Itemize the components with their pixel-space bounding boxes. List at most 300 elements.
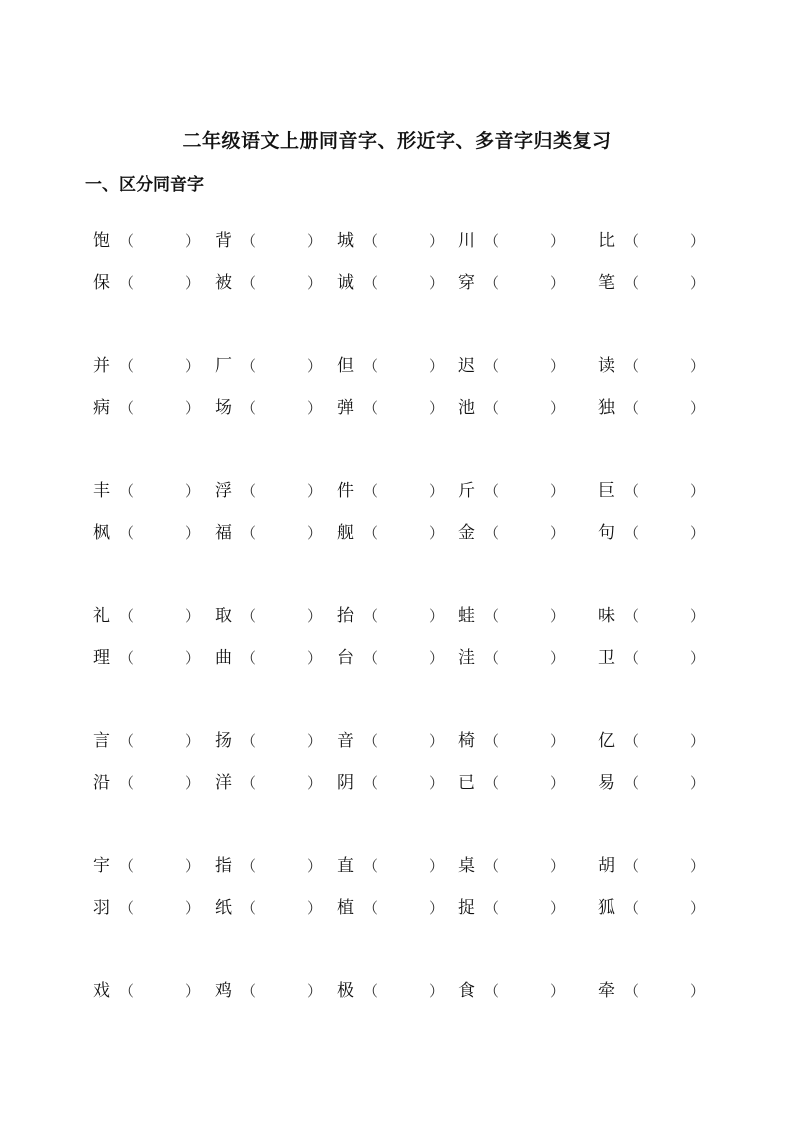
answer-blank[interactable] [129,525,185,541]
answer-blank[interactable] [251,483,307,499]
close-paren: ） [690,732,706,750]
close-paren: ） [307,732,323,750]
exercise-row [0,522,794,544]
close-paren: ） [307,774,323,792]
char-item [215,647,337,669]
char-label: 曲 [215,648,232,668]
char-label: 阴 [337,773,354,793]
char-item [598,480,720,502]
close-paren: ） [550,399,566,417]
char-item [598,772,720,794]
char-label: 诚 [337,273,354,293]
close-paren: ） [307,357,323,375]
open-paren: （ [241,899,257,917]
char-item [598,355,720,377]
answer-blank[interactable] [634,525,690,541]
answer-blank[interactable] [634,358,690,374]
open-paren: （ [624,607,640,625]
answer-blank[interactable] [251,525,307,541]
char-item [458,855,580,877]
char-label: 枫 [93,523,110,543]
open-paren: （ [624,982,640,1000]
close-paren: ） [429,732,445,750]
char-label: 理 [93,648,110,668]
answer-blank[interactable] [373,900,429,916]
answer-blank[interactable] [129,400,185,416]
char-item [458,605,580,627]
close-paren: ） [429,899,445,917]
answer-blank[interactable] [129,983,185,999]
char-label: 福 [215,523,232,543]
open-paren: （ [119,482,135,500]
close-paren: ） [690,482,706,500]
open-paren: （ [484,982,500,1000]
char-label: 句 [598,523,615,543]
char-item [337,355,459,377]
answer-blank[interactable] [494,650,550,666]
answer-blank[interactable] [634,233,690,249]
close-paren: ） [185,524,201,542]
char-item [458,480,580,502]
open-paren: （ [363,899,379,917]
answer-blank[interactable] [129,275,185,291]
char-item [598,397,720,419]
char-label: 直 [337,856,354,876]
answer-blank[interactable] [373,608,429,624]
char-item [93,855,215,877]
answer-blank[interactable] [251,608,307,624]
char-label: 狐 [598,898,615,918]
open-paren: （ [241,482,257,500]
answer-blank[interactable] [373,358,429,374]
close-paren: ） [185,899,201,917]
open-paren: （ [363,982,379,1000]
char-label: 台 [337,648,354,668]
exercise-row [0,355,794,377]
char-item [458,897,580,919]
open-paren: （ [241,357,257,375]
char-label: 味 [598,606,615,626]
char-label: 丰 [93,481,110,501]
exercise-row [0,980,794,1002]
answer-blank[interactable] [129,650,185,666]
char-label: 但 [337,356,354,376]
open-paren: （ [624,774,640,792]
char-label: 弹 [337,398,354,418]
open-paren: （ [363,232,379,250]
char-label: 城 [337,231,354,251]
answer-blank[interactable] [373,733,429,749]
answer-blank[interactable] [634,483,690,499]
open-paren: （ [624,274,640,292]
close-paren: ） [550,732,566,750]
char-item [93,397,215,419]
exercise-row [0,480,794,502]
char-label: 浮 [215,481,232,501]
answer-blank[interactable] [373,650,429,666]
close-paren: ） [550,982,566,1000]
close-paren: ） [690,607,706,625]
answer-blank[interactable] [129,775,185,791]
char-label: 食 [458,981,475,1001]
open-paren: （ [241,732,257,750]
close-paren: ） [185,857,201,875]
close-paren: ） [429,982,445,1000]
close-paren: ） [690,649,706,667]
close-paren: ） [690,524,706,542]
char-label: 穿 [458,273,475,293]
answer-blank[interactable] [373,400,429,416]
open-paren: （ [119,399,135,417]
open-paren: （ [624,482,640,500]
close-paren: ） [307,982,323,1000]
exercise-row [0,772,794,794]
close-paren: ） [690,274,706,292]
answer-blank[interactable] [251,650,307,666]
open-paren: （ [484,899,500,917]
char-label: 金 [458,523,475,543]
char-label: 卫 [598,648,615,668]
char-item [215,730,337,752]
close-paren: ） [307,857,323,875]
char-item [215,522,337,544]
char-item [598,897,720,919]
open-paren: （ [484,232,500,250]
answer-blank[interactable] [494,400,550,416]
char-label: 蛙 [458,606,475,626]
close-paren: ） [185,274,201,292]
char-label: 背 [215,231,232,251]
close-paren: ） [690,774,706,792]
close-paren: ） [690,982,706,1000]
open-paren: （ [363,399,379,417]
answer-blank[interactable] [494,608,550,624]
char-label: 已 [458,773,475,793]
close-paren: ） [550,524,566,542]
char-label: 抬 [337,606,354,626]
char-item [93,355,215,377]
char-item [337,647,459,669]
answer-blank[interactable] [634,775,690,791]
char-item [337,272,459,294]
open-paren: （ [624,857,640,875]
close-paren: ） [307,232,323,250]
answer-blank[interactable] [129,233,185,249]
open-paren: （ [119,732,135,750]
open-paren: （ [624,399,640,417]
exercise-row [0,397,794,419]
close-paren: ） [185,649,201,667]
char-label: 洼 [458,648,475,668]
answer-blank[interactable] [634,400,690,416]
open-paren: （ [363,524,379,542]
close-paren: ） [550,482,566,500]
answer-blank[interactable] [251,733,307,749]
exercise-row [0,272,794,294]
char-label: 舰 [337,523,354,543]
close-paren: ） [690,857,706,875]
open-paren: （ [484,649,500,667]
char-label: 迟 [458,356,475,376]
open-paren: （ [484,857,500,875]
answer-blank[interactable] [251,275,307,291]
char-label: 桌 [458,856,475,876]
char-item [337,772,459,794]
open-paren: （ [119,357,135,375]
open-paren: （ [119,274,135,292]
char-item [458,230,580,252]
char-item [215,480,337,502]
open-paren: （ [484,274,500,292]
char-item [337,522,459,544]
char-label: 言 [93,731,110,751]
char-item [337,605,459,627]
char-label: 并 [93,356,110,376]
answer-blank[interactable] [494,900,550,916]
char-item [458,730,580,752]
close-paren: ） [307,524,323,542]
close-paren: ） [550,774,566,792]
char-label: 音 [337,731,354,751]
char-label: 牵 [598,981,615,1001]
close-paren: ） [429,649,445,667]
close-paren: ） [550,899,566,917]
answer-blank[interactable] [634,900,690,916]
close-paren: ） [429,607,445,625]
answer-blank[interactable] [494,525,550,541]
close-paren: ） [429,232,445,250]
char-label: 胡 [598,856,615,876]
char-item [93,522,215,544]
open-paren: （ [363,649,379,667]
answer-blank[interactable] [634,858,690,874]
char-item [215,355,337,377]
exercise-row [0,855,794,877]
char-item [337,855,459,877]
char-label: 巨 [598,481,615,501]
section-heading: 一、区分同音字 [85,175,204,195]
char-label: 比 [598,231,615,251]
close-paren: ） [185,774,201,792]
open-paren: （ [624,649,640,667]
exercise-row [0,605,794,627]
open-paren: （ [119,899,135,917]
char-item [598,730,720,752]
char-item [598,230,720,252]
close-paren: ） [429,399,445,417]
char-item [598,647,720,669]
open-paren: （ [624,357,640,375]
close-paren: ） [185,732,201,750]
char-label: 纸 [215,898,232,918]
answer-blank[interactable] [494,983,550,999]
open-paren: （ [624,524,640,542]
close-paren: ） [690,399,706,417]
close-paren: ） [690,357,706,375]
answer-blank[interactable] [634,733,690,749]
answer-blank[interactable] [129,358,185,374]
answer-blank[interactable] [494,775,550,791]
char-item [93,980,215,1002]
answer-blank[interactable] [251,358,307,374]
open-paren: （ [241,399,257,417]
open-paren: （ [363,482,379,500]
char-label: 读 [598,356,615,376]
char-label: 斤 [458,481,475,501]
char-item [215,855,337,877]
answer-blank[interactable] [251,900,307,916]
open-paren: （ [241,982,257,1000]
answer-blank[interactable] [373,483,429,499]
char-label: 指 [215,856,232,876]
open-paren: （ [363,732,379,750]
char-label: 池 [458,398,475,418]
char-item [93,647,215,669]
open-paren: （ [241,274,257,292]
answer-blank[interactable] [251,858,307,874]
close-paren: ） [185,607,201,625]
answer-blank[interactable] [494,275,550,291]
char-item [337,230,459,252]
answer-blank[interactable] [634,608,690,624]
answer-blank[interactable] [129,900,185,916]
answer-blank[interactable] [494,733,550,749]
char-label: 沿 [93,773,110,793]
open-paren: （ [624,732,640,750]
open-paren: （ [484,607,500,625]
char-item [215,772,337,794]
close-paren: ） [690,899,706,917]
answer-blank[interactable] [251,233,307,249]
open-paren: （ [363,274,379,292]
close-paren: ） [307,607,323,625]
char-item [93,897,215,919]
char-label: 洋 [215,773,232,793]
close-paren: ） [429,482,445,500]
char-label: 被 [215,273,232,293]
char-label: 椅 [458,731,475,751]
char-label: 戏 [93,981,110,1001]
char-item [215,980,337,1002]
answer-blank[interactable] [373,858,429,874]
answer-blank[interactable] [373,525,429,541]
char-item [215,897,337,919]
answer-blank[interactable] [373,775,429,791]
open-paren: （ [119,649,135,667]
char-item [458,772,580,794]
open-paren: （ [484,482,500,500]
answer-blank[interactable] [251,400,307,416]
answer-blank[interactable] [129,608,185,624]
open-paren: （ [241,524,257,542]
char-item [458,355,580,377]
open-paren: （ [363,607,379,625]
close-paren: ） [550,357,566,375]
close-paren: ） [429,524,445,542]
close-paren: ） [185,399,201,417]
open-paren: （ [119,982,135,1000]
char-label: 独 [598,398,615,418]
close-paren: ） [307,399,323,417]
answer-blank[interactable] [129,733,185,749]
char-label: 礼 [93,606,110,626]
open-paren: （ [484,774,500,792]
answer-blank[interactable] [494,233,550,249]
char-label: 羽 [93,898,110,918]
char-item [215,605,337,627]
close-paren: ） [429,774,445,792]
char-item [93,730,215,752]
close-paren: ） [690,232,706,250]
open-paren: （ [119,857,135,875]
char-item [458,980,580,1002]
char-item [215,272,337,294]
answer-blank[interactable] [373,275,429,291]
answer-blank[interactable] [634,275,690,291]
char-label: 易 [598,773,615,793]
char-label: 川 [458,231,475,251]
char-label: 厂 [215,356,232,376]
char-item [215,397,337,419]
close-paren: ） [550,649,566,667]
answer-blank[interactable] [494,358,550,374]
close-paren: ） [307,649,323,667]
char-item [215,230,337,252]
exercise-row [0,730,794,752]
answer-blank[interactable] [494,483,550,499]
char-label: 件 [337,481,354,501]
close-paren: ） [185,482,201,500]
char-label: 取 [215,606,232,626]
char-label: 极 [337,981,354,1001]
answer-blank[interactable] [251,775,307,791]
answer-blank[interactable] [373,233,429,249]
close-paren: ） [429,357,445,375]
char-item [93,230,215,252]
open-paren: （ [363,774,379,792]
char-item [598,855,720,877]
char-item [337,980,459,1002]
open-paren: （ [241,857,257,875]
open-paren: （ [484,357,500,375]
char-item [598,522,720,544]
open-paren: （ [363,357,379,375]
char-label: 保 [93,273,110,293]
close-paren: ） [185,982,201,1000]
close-paren: ） [307,899,323,917]
open-paren: （ [484,524,500,542]
answer-blank[interactable] [251,983,307,999]
char-label: 饱 [93,231,110,251]
close-paren: ） [185,357,201,375]
answer-blank[interactable] [634,983,690,999]
answer-blank[interactable] [373,983,429,999]
char-label: 植 [337,898,354,918]
char-item [93,272,215,294]
open-paren: （ [241,607,257,625]
char-item [458,522,580,544]
exercise-row [0,230,794,252]
char-item [337,397,459,419]
answer-blank[interactable] [129,858,185,874]
close-paren: ） [429,274,445,292]
answer-blank[interactable] [634,650,690,666]
answer-blank[interactable] [494,858,550,874]
char-item [458,647,580,669]
answer-blank[interactable] [129,483,185,499]
char-item [93,480,215,502]
char-item [337,730,459,752]
